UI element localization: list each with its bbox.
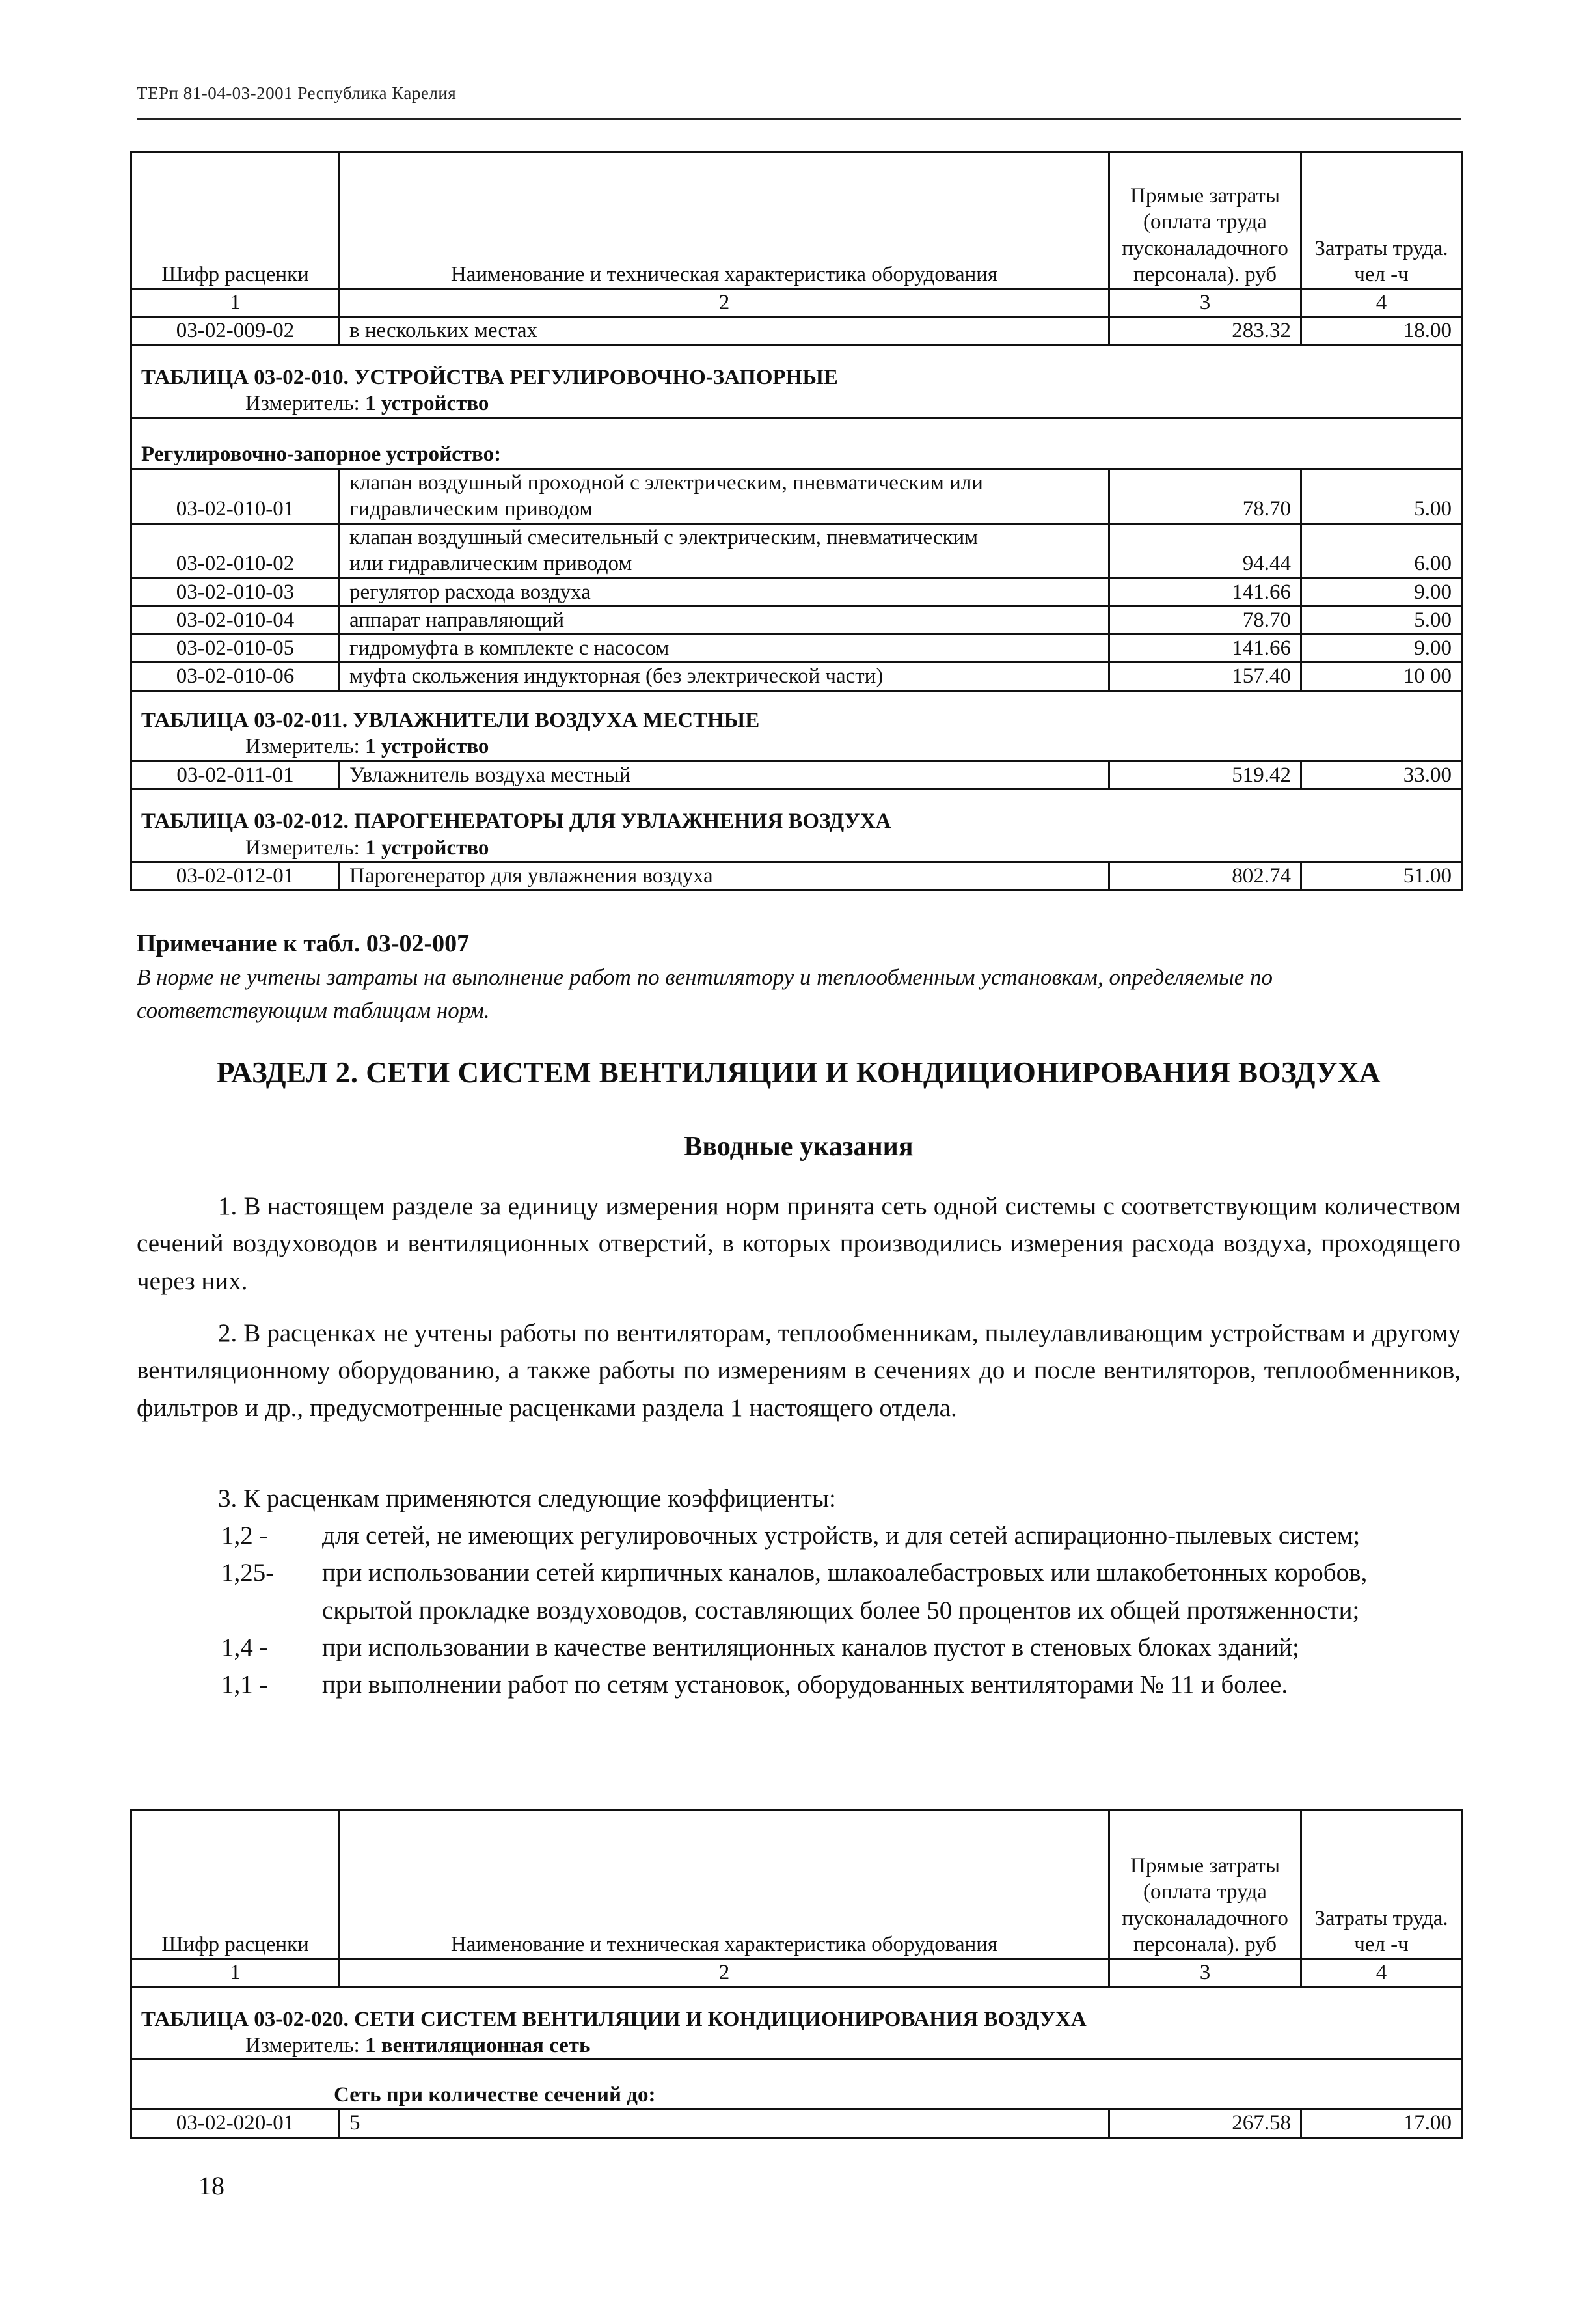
paragraph-text: 3. К расценкам применяются следующие коэффициенты: [218,1484,836,1512]
section-heading-03-02-010 [131,345,1462,418]
rate-cost: 157.40 [1109,663,1301,690]
table-row [131,606,1462,634]
col-header-direct-cost: Прямые затраты (оплата труда пусконаладочного персонала). руб [1109,1811,1301,1959]
coefficient-value: 1,1 - [221,1671,268,1699]
section-title: ТАБЛИЦА 03-02-011. УВЛАЖНИТЕЛИ ВОЗДУХА МЕСТНЫЕ [141,709,760,732]
rate-name-line: клапан воздушный смесительный с электрическим, пневматическим [349,526,979,549]
measure-line [141,733,1452,759]
rate-name: гидромуфта в комплекте с насосом [340,635,1109,663]
rate-cost: 267.58 [1109,2109,1301,2137]
rate-labor: 5.00 [1301,606,1462,634]
col-header-labor: Затраты труда. чел -ч [1301,1811,1462,1959]
measure-label: Измеритель: [245,735,360,759]
section-title: ТАБЛИЦА 03-02-010. УСТРОЙСТВА РЕГУЛИРОВОЧНО-ЗАПОРНЫЕ [141,366,838,389]
rate-name: аппарат направляющий [340,606,1109,634]
measure-value: 1 устройство [365,392,489,416]
table-row [131,663,1462,690]
paragraph-1 [137,1188,1461,1300]
rate-name: муфта скольжения индукторная (без электрической части) [340,663,1109,690]
table-section-header [131,690,1462,761]
rate-cost: 283.32 [1109,317,1301,345]
paragraph-text: 2. В расценках не учтены работы по вентиляторам, теплообменникам, пылеулавливающим устройствам и другому вентиляционному оборудованию, а также работы по измерениям в сечениях до и после вентиляторов, теплообменников, фильтров и др., предусмотренные расценками раздела 1 настоящего отдела. [137,1319,1461,1422]
coefficient-item [221,1666,1457,1703]
section-heading-03-02-011 [131,690,1462,761]
rate-name-line: гидравлическим приводом [349,497,593,521]
rate-name [340,469,1109,523]
rate-code: 03-02-012-01 [131,862,340,890]
col-number: 3 [1109,1959,1301,1987]
paragraph-3 [137,1480,1461,1517]
col-number: 4 [1301,289,1462,317]
section-title: ТАБЛИЦА 03-02-020. СЕТИ СИСТЕМ ВЕНТИЛЯЦИИ И КОНДИЦИОНИРОВАНИЯ ВОЗДУХА [141,2007,1087,2031]
measure-label: Измеритель: [245,392,360,416]
coefficient-item [221,1554,1457,1629]
col-number: 1 [131,289,340,317]
running-header: ТЕРп 81-04-03-2001 Республика Карелия [137,83,457,103]
subheading: Сеть при количестве сечений до: [131,2060,1462,2109]
note-title: Примечание к табл. 03-02-007 [137,930,470,957]
rate-code: 03-02-010-02 [131,523,340,578]
coefficient-text: при использовании сетей кирпичных каналов, шлакоалебастровых или шлакобетонных коробов, скрытой прокладке воздуховодов, составляющих более 50 процентов их общей протяженности; [322,1559,1368,1624]
rate-labor: 17.00 [1301,2109,1462,2137]
page-number: 18 [198,2171,224,2200]
table-header-row [131,152,1462,289]
table-row [131,761,1462,789]
table-section-header [131,1987,1462,2060]
header-rule [137,118,1461,120]
paragraph-text: 1. В настоящем разделе за единицу измерения норм принята сеть одной системы с соответствующим количеством сечений воздуховодов и вентиляционных отверстий, в которых производились измерения расхода воздуха, проходящего через них. [137,1192,1461,1295]
subheading: Регулировочно-запорное устройство: [131,418,1462,469]
col-header-name: Наименование и техническая характеристика оборудования [340,152,1109,289]
table-row [131,469,1462,523]
rate-name: регулятор расхода воздуха [340,578,1109,606]
coefficient-item [221,1517,1457,1554]
col-header-name: Наименование и техническая характеристика оборудования [340,1811,1109,1959]
table-section-header [131,345,1462,418]
measure-value: 1 устройство [365,735,489,759]
rate-name-line: клапан воздушный проходной с электрическим, пневматическим или [349,471,983,495]
col-number: 1 [131,1959,340,1987]
rate-labor: 51.00 [1301,862,1462,890]
col-header-code: Шифр расценки [131,1811,340,1959]
rate-labor: 9.00 [1301,578,1462,606]
rate-cost: 141.66 [1109,635,1301,663]
rate-cost: 78.70 [1109,469,1301,523]
coefficient-text: при выполнении работ по сетям установок, оборудованных вентиляторами № 11 и более. [322,1671,1288,1699]
table-subheading-row [131,418,1462,469]
rate-name-line: или гидравлическим приводом [349,552,632,576]
table-row [131,635,1462,663]
rate-cost: 94.44 [1109,523,1301,578]
section-title: РАЗДЕЛ 2. СЕТИ СИСТЕМ ВЕНТИЛЯЦИИ И КОНДИЦИОНИРОВАНИЯ ВОЗДУХА [216,1056,1381,1089]
table-section-header [131,789,1462,862]
rate-labor: 33.00 [1301,761,1462,789]
col-number: 2 [340,289,1109,317]
section-heading-03-02-012 [131,789,1462,862]
rate-code: 03-02-010-04 [131,606,340,634]
coefficient-item [221,1629,1457,1666]
rate-labor: 6.00 [1301,523,1462,578]
rate-labor: 9.00 [1301,635,1462,663]
table-row [131,523,1462,578]
rate-name [340,523,1109,578]
rate-code: 03-02-009-02 [131,317,340,345]
table-subheading-row [131,2060,1462,2109]
coefficient-text: при использовании в качестве вентиляционных каналов пустот в стеновых блоках зданий; [322,1633,1299,1661]
intro-title: Вводные указания [684,1132,914,1162]
rate-code: 03-02-010-03 [131,578,340,606]
rate-name: Парогенератор для увлажнения воздуха [340,862,1109,890]
measure-label: Измеритель: [245,836,360,860]
note-text: В норме не учтены затраты на выполнение работ по вентилятору и теплообменным установкам, определяемые по соответствующим таблицам норм. [137,964,1273,1023]
coefficient-list [221,1517,1457,1704]
rate-code: 03-02-010-06 [131,663,340,690]
table-header-row [131,1811,1462,1959]
coefficient-value: 1,25- [221,1559,275,1587]
measure-line [141,835,1452,861]
table-row [131,2109,1462,2137]
rate-name: 5 [340,2109,1109,2137]
measure-value: 1 устройство [365,836,489,860]
rate-code: 03-02-020-01 [131,2109,340,2137]
rate-code: 03-02-010-01 [131,469,340,523]
section-title: ТАБЛИЦА 03-02-012. ПАРОГЕНЕРАТОРЫ ДЛЯ УВЛАЖНЕНИЯ ВОЗДУХА [141,810,891,834]
col-header-code: Шифр расценки [131,152,340,289]
rates-table-2 [130,1809,1463,2139]
rate-code: 03-02-011-01 [131,761,340,789]
measure-label: Измеритель: [245,2034,360,2057]
col-number: 4 [1301,1959,1462,1987]
coefficient-text: для сетей, не имеющих регулировочных устройств, и для сетей аспирационно-пылевых систем; [322,1522,1361,1550]
measure-line [141,2032,1452,2058]
coefficient-value: 1,2 - [221,1522,268,1550]
column-number-row [131,1959,1462,1987]
rate-name: в нескольких местах [340,317,1109,345]
rate-cost: 519.42 [1109,761,1301,789]
measure-value: 1 вентиляционная сеть [365,2034,591,2057]
rate-code: 03-02-010-05 [131,635,340,663]
rate-labor: 10 00 [1301,663,1462,690]
table-row [131,862,1462,890]
column-number-row [131,289,1462,317]
col-number: 2 [340,1959,1109,1987]
paragraph-2 [137,1315,1461,1427]
col-header-labor: Затраты труда. чел -ч [1301,152,1462,289]
col-number: 3 [1109,289,1301,317]
rate-cost: 141.66 [1109,578,1301,606]
col-header-direct-cost: Прямые затраты (оплата труда пусконаладочного персонала). руб [1109,152,1301,289]
rates-table-1 [130,151,1463,891]
section-heading-03-02-020 [131,1987,1462,2060]
rate-labor: 18.00 [1301,317,1462,345]
table-row [131,317,1462,345]
coefficient-value: 1,4 - [221,1633,268,1661]
rate-cost: 802.74 [1109,862,1301,890]
measure-line [141,390,1452,417]
rate-name: Увлажнитель воздуха местный [340,761,1109,789]
table-row [131,578,1462,606]
rate-labor: 5.00 [1301,469,1462,523]
rate-cost: 78.70 [1109,606,1301,634]
